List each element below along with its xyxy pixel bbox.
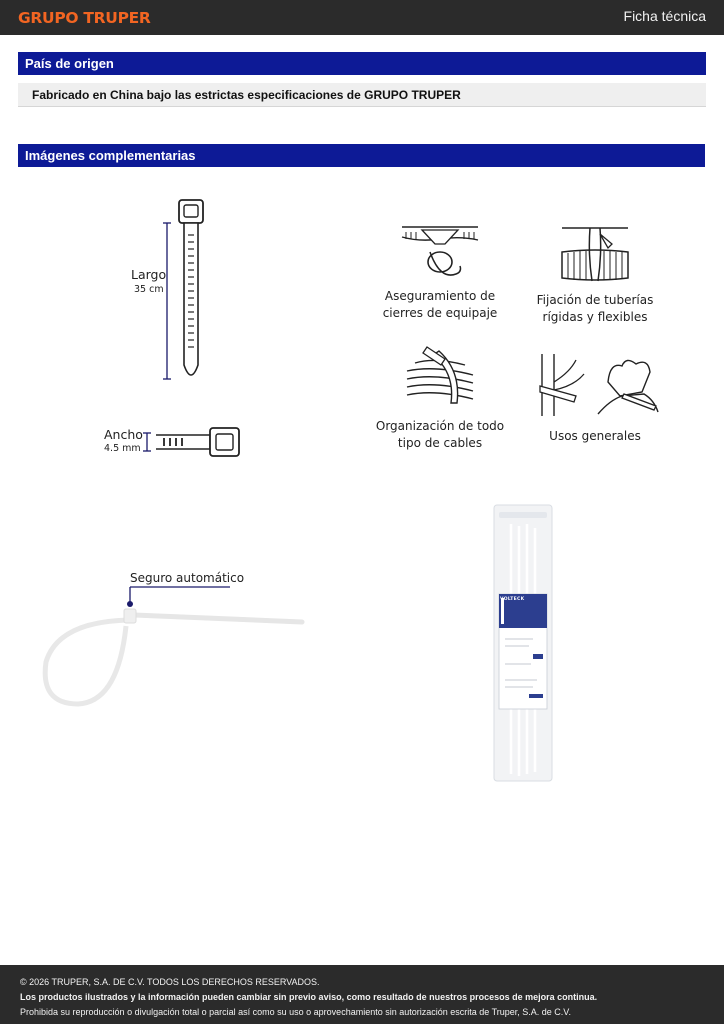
- cable-tie-length-diagram: [160, 195, 210, 385]
- footer-prohibition: Prohibida su reproducción o divulgación total o parcial así como su uso o aprovechamiento sin autorización escrita de Truper, S.A. de C.V.: [20, 1007, 571, 1017]
- width-value: 4.5 mm: [104, 443, 141, 454]
- brand-logo: GRUPO TRUPER: [18, 9, 151, 27]
- images-section-title: Imágenes complementarias: [18, 144, 705, 167]
- width-label: Ancho: [104, 427, 143, 442]
- cable-tie-loop-illustration: [38, 582, 308, 712]
- use-label-general: Usos generales: [549, 429, 641, 443]
- length-label: Largo: [131, 267, 167, 282]
- footer: [0, 965, 724, 1024]
- luggage-zipper-icon: [400, 222, 480, 284]
- origin-section-title: País de origen: [18, 52, 706, 75]
- length-value: 35 cm: [134, 284, 164, 295]
- pipe-fixing-icon: [560, 224, 630, 282]
- origin-text: Fabricado en China bajo las estrictas especificaciones de GRUPO TRUPER: [18, 83, 706, 107]
- cable-organization-icon: [405, 345, 477, 407]
- document-type: Ficha técnica: [623, 8, 706, 24]
- cable-tie-width-diagram: [140, 424, 245, 460]
- use-label-pipes: Fijación de tuberías rígidas y flexibles: [536, 293, 654, 324]
- use-label-cables: Organización de todo tipo de cables: [375, 419, 505, 450]
- general-uses-icon: [540, 352, 662, 418]
- product-package-image: [493, 504, 553, 782]
- package-brand-label: VOLTECK: [500, 597, 525, 602]
- header-bar: [0, 0, 724, 35]
- use-label-luggage: Aseguramiento de cierres de equipaje: [382, 289, 498, 320]
- lock-label: Seguro automático: [130, 571, 245, 585]
- footer-copyright: © 2026 TRUPER, S.A. DE C.V. TODOS LOS DERECHOS RESERVADOS.: [20, 977, 320, 987]
- footer-disclaimer: Los productos ilustrados y la información pueden cambiar sin previo aviso, como resultado de nuestros procesos de mejora continua.: [20, 992, 598, 1002]
